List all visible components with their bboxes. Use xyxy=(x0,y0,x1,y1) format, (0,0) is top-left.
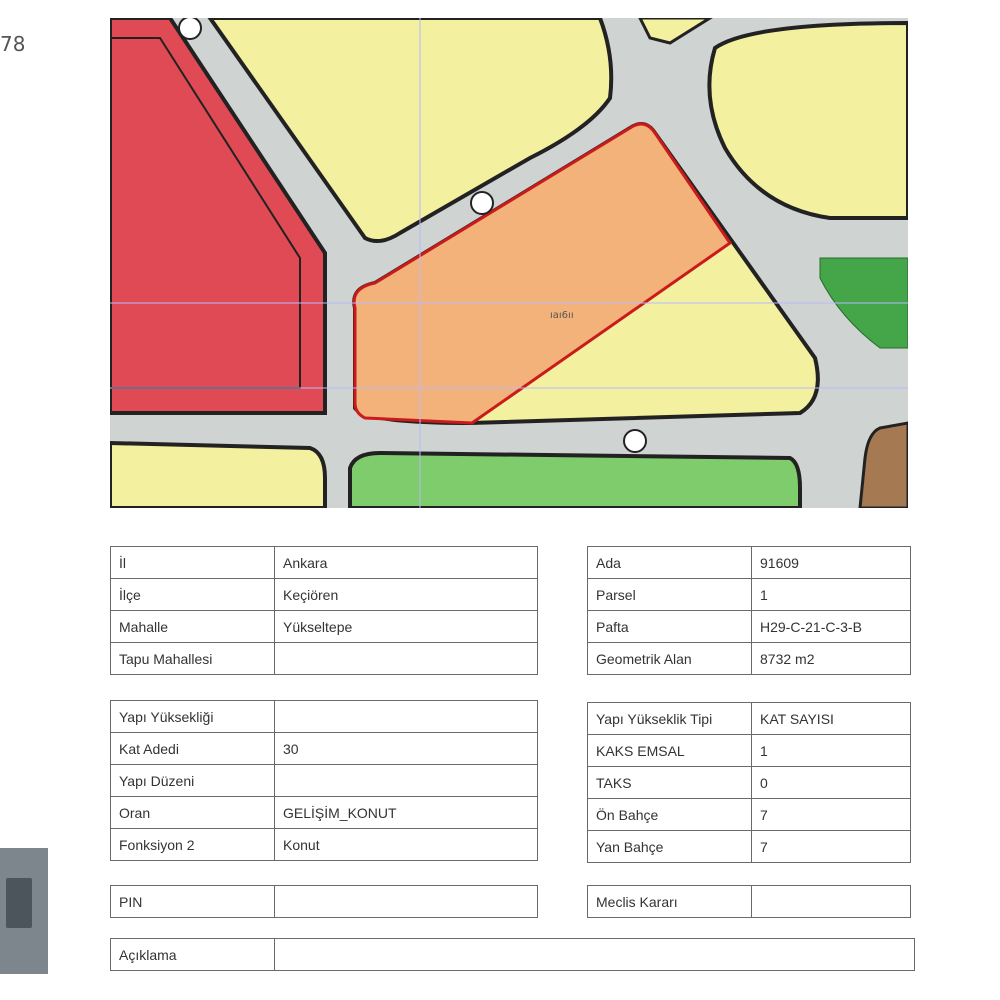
table-row xyxy=(111,765,538,797)
label-cell: Açıklama xyxy=(111,939,275,971)
value-cell: H29-C-21-C-3-B xyxy=(752,611,911,643)
table-row xyxy=(588,611,911,643)
table-row xyxy=(588,831,911,863)
location-table-right xyxy=(587,546,911,675)
value-cell: 7 xyxy=(752,831,911,863)
label-cell: Yapı Yükseklik Tipi xyxy=(588,703,752,735)
value-cell: Keçiören xyxy=(275,579,538,611)
label-cell: Parsel xyxy=(588,579,752,611)
parcel-label: ıaı6ıı xyxy=(550,310,574,321)
zoning-map[interactable] xyxy=(110,18,908,508)
label-cell: Yan Bahçe xyxy=(588,831,752,863)
label-cell: Mahalle xyxy=(111,611,275,643)
label-cell: PIN xyxy=(111,886,275,918)
value-cell xyxy=(752,886,911,918)
table-row xyxy=(588,579,911,611)
table-row xyxy=(111,829,538,861)
table-row xyxy=(588,886,911,918)
value-cell: 1 xyxy=(752,735,911,767)
table-row xyxy=(111,643,538,675)
table-row xyxy=(588,799,911,831)
pin-table xyxy=(110,885,538,918)
label-cell: Meclis Kararı xyxy=(588,886,752,918)
value-cell xyxy=(275,765,538,797)
table-row xyxy=(588,643,911,675)
label-cell: Geometrik Alan xyxy=(588,643,752,675)
park-zone-bottom xyxy=(350,453,800,508)
meclis-table xyxy=(587,885,911,918)
label-cell: Fonksiyon 2 xyxy=(111,829,275,861)
value-cell: 30 xyxy=(275,733,538,765)
label-cell: İl xyxy=(111,547,275,579)
label-cell: Oran xyxy=(111,797,275,829)
value-cell xyxy=(275,939,915,971)
value-cell: 1 xyxy=(752,579,911,611)
value-cell: Konut xyxy=(275,829,538,861)
table-row xyxy=(111,733,538,765)
label-cell: Yapı Düzeni xyxy=(111,765,275,797)
label-cell: Tapu Mahallesi xyxy=(111,643,275,675)
table-row xyxy=(588,703,911,735)
value-cell xyxy=(275,886,538,918)
table-row xyxy=(111,886,538,918)
label-cell: Yapı Yüksekliği xyxy=(111,701,275,733)
road-marker xyxy=(471,192,493,214)
table-row xyxy=(588,767,911,799)
label-cell: KAKS EMSAL xyxy=(588,735,752,767)
residential-zone-bottom-left xyxy=(110,443,325,508)
table-row xyxy=(111,701,538,733)
value-cell: 7 xyxy=(752,799,911,831)
value-cell: 8732 m2 xyxy=(752,643,911,675)
label-cell: TAKS xyxy=(588,767,752,799)
table-row xyxy=(588,735,911,767)
value-cell: Ankara xyxy=(275,547,538,579)
label-cell: İlçe xyxy=(111,579,275,611)
road-marker xyxy=(179,18,201,39)
table-row xyxy=(111,939,915,971)
value-cell: 0 xyxy=(752,767,911,799)
label-cell: Ada xyxy=(588,547,752,579)
table-row xyxy=(111,547,538,579)
thumbnail-image[interactable] xyxy=(0,848,48,974)
value-cell: KAT SAYISI xyxy=(752,703,911,735)
value-cell xyxy=(275,643,538,675)
value-cell: Yükseltepe xyxy=(275,611,538,643)
value-cell xyxy=(275,701,538,733)
table-row xyxy=(588,547,911,579)
road-marker xyxy=(624,430,646,452)
location-table-left xyxy=(110,546,538,675)
label-cell: Pafta xyxy=(588,611,752,643)
label-cell: Kat Adedi xyxy=(111,733,275,765)
table-row xyxy=(111,797,538,829)
aciklama-table xyxy=(110,938,915,971)
table-row xyxy=(111,579,538,611)
building-table-left xyxy=(110,700,538,861)
label-cell: Ön Bahçe xyxy=(588,799,752,831)
value-cell: GELİŞİM_KONUT xyxy=(275,797,538,829)
building-table-right xyxy=(587,702,911,863)
zoning-map-drawing xyxy=(110,18,908,508)
value-cell: 91609 xyxy=(752,547,911,579)
table-row xyxy=(111,611,538,643)
corner-number: 78 xyxy=(0,32,26,56)
